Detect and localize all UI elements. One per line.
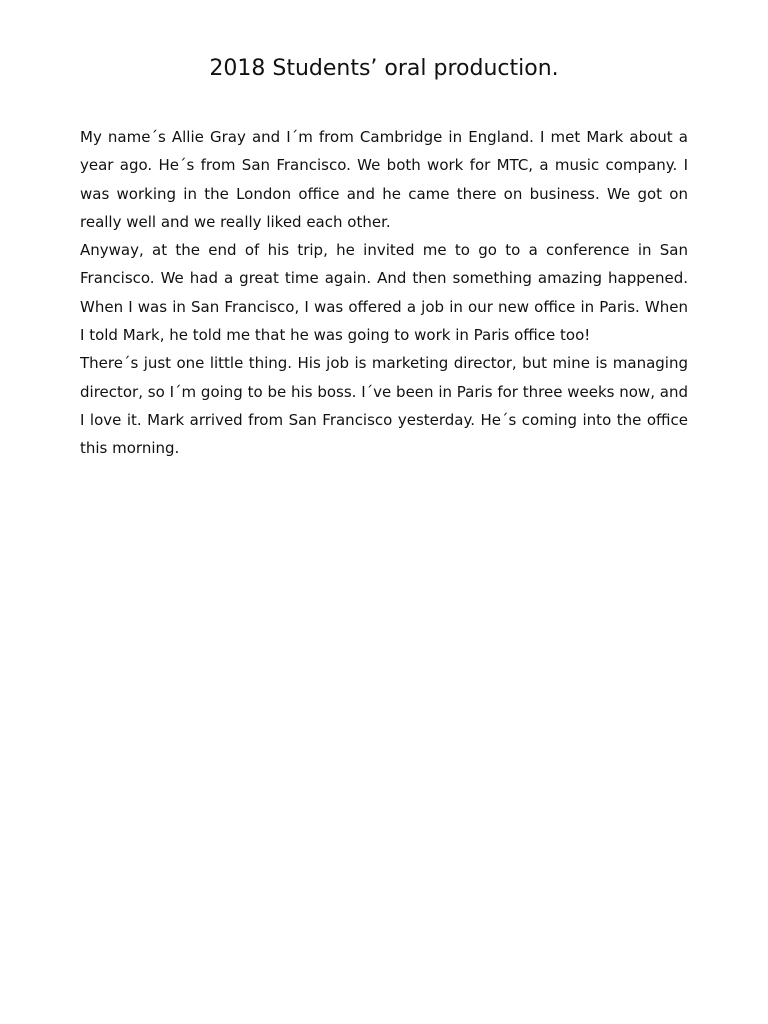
- paragraph: My name´s Allie Gray and I´m from Cambridge in England. I met Mark about a year ago. He´s from San Francisco. We both work for MTC, a music company. I was working in the London office and he came there on business. We got on really well and we really liked each other.: [80, 128, 688, 231]
- paragraph: There´s just one little thing. His job is marketing director, but mine is managing director, so I´m going to be his boss. I´ve been in Paris for three weeks now, and I love it. Mark arrived from San Francisco yesterday. He´s coming into the office this morning.: [80, 354, 688, 458]
- document-title: 2018 Students’ oral production.: [209, 56, 559, 81]
- document-body: [80, 123, 688, 463]
- paragraph: Anyway, at the end of his trip, he invited me to go to a conference in San Francisco. We had a great time again. And then something amazing happened. When I was in San Francisco, I was offered a job in our new office in Paris. When I told Mark, he told me that he was going to work in Paris office too!: [80, 241, 688, 345]
